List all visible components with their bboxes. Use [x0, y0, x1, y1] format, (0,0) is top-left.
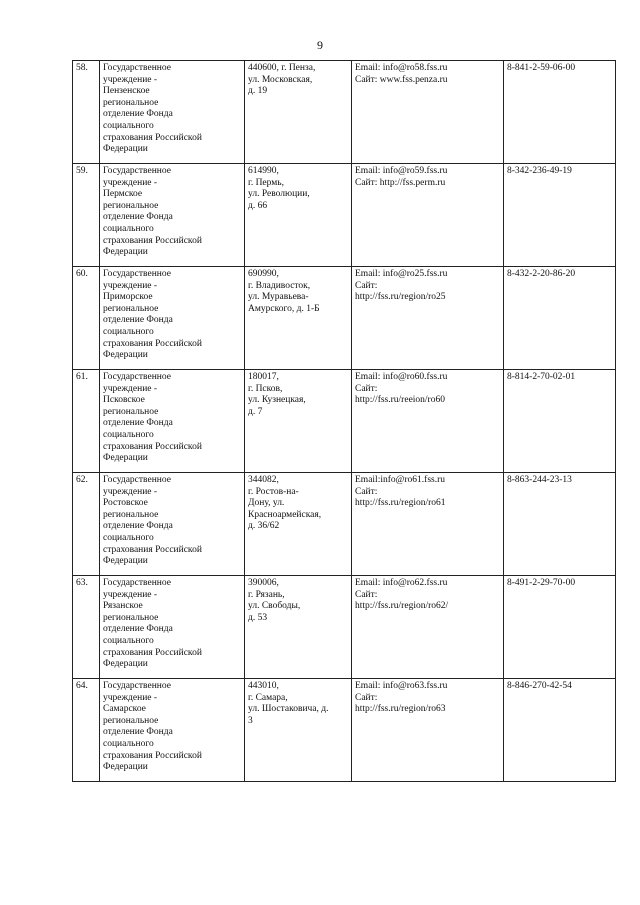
organization-name-line: социального — [103, 738, 154, 749]
address-line: 614990, — [248, 166, 279, 176]
phone-cell: 8-841-2-59-06-00 — [504, 61, 616, 164]
organization-name-line: социального — [103, 223, 154, 234]
table-row — [73, 473, 616, 576]
organization-name-line: Государственное — [103, 269, 171, 279]
table-row — [73, 576, 616, 679]
address-line: д. 53 — [248, 612, 268, 623]
row-number-cell: 59. — [73, 164, 100, 267]
address-line: 3 — [248, 715, 253, 726]
organization-name-cell — [100, 61, 245, 164]
organization-name-line: Федерации — [103, 144, 148, 155]
contact-line: http://fss.ru/region/ro25 — [355, 292, 446, 303]
organization-name-line: региональное — [103, 509, 159, 520]
organization-name-line: социального — [103, 326, 154, 337]
organization-name-line: отделение Фонда — [103, 109, 173, 120]
organization-name-line: региональное — [103, 303, 159, 314]
organization-name-line: Федерации — [103, 247, 148, 258]
organization-name-line: учреждение - — [103, 692, 158, 703]
organization-name-line: учреждение - — [103, 177, 158, 188]
contact-line: Email: info@ro58.fss.ru — [355, 63, 448, 73]
contact-line: http://fss.ru/region/ro63 — [355, 704, 446, 715]
contact-line: Сайт: — [355, 589, 378, 600]
contact-line: Сайт: — [355, 692, 378, 703]
organization-name-line: Государственное — [103, 681, 171, 691]
contact-line: Email: info@ro62.fss.ru — [355, 578, 448, 588]
organization-name-line: Государственное — [103, 166, 171, 176]
contacts-cell — [352, 267, 504, 370]
address-cell — [245, 679, 352, 782]
address-line: ул. Муравьева- — [248, 292, 309, 303]
organization-name-cell — [100, 164, 245, 267]
address-line: д. 36/62 — [248, 521, 280, 532]
table-row — [73, 370, 616, 473]
address-line: ул. Свободы, — [248, 601, 301, 612]
contact-line: Сайт: http://fss.perm.ru — [355, 177, 446, 188]
organization-name-line: региональное — [103, 612, 159, 623]
address-line: д. 7 — [248, 406, 263, 417]
organization-name-line: страхования Российской — [103, 441, 202, 452]
organization-name-line: Федерации — [103, 762, 148, 773]
organization-name-line: социального — [103, 532, 154, 543]
address-line: Дону, ул. — [248, 498, 285, 509]
address-cell — [245, 61, 352, 164]
organization-name-line: Пензенское — [103, 86, 150, 97]
contact-line: Сайт: — [355, 383, 378, 394]
contact-line: Email:info@ro61.fss.ru — [355, 475, 446, 485]
address-line: Красноармейская, — [248, 509, 322, 520]
organization-name-line: отделение Фонда — [103, 418, 173, 429]
organization-name-cell — [100, 473, 245, 576]
organization-name-line: страхования Российской — [103, 338, 202, 349]
organization-name-line: Приморское — [103, 292, 153, 303]
address-line: 390006, — [248, 578, 279, 588]
organization-name-line: Государственное — [103, 372, 171, 382]
organization-name-line: страхования Российской — [103, 544, 202, 555]
organization-name-line: Псковское — [103, 395, 145, 406]
row-number-cell: 60. — [73, 267, 100, 370]
organization-name-line: отделение Фонда — [103, 624, 173, 635]
organization-name-line: Государственное — [103, 475, 171, 485]
contact-line: Сайт: — [355, 486, 378, 497]
organization-name-line: Федерации — [103, 350, 148, 361]
contacts-cell — [352, 679, 504, 782]
address-line: г. Псков, — [248, 383, 283, 394]
table-row — [73, 267, 616, 370]
address-line: ул. Московская, — [248, 74, 313, 85]
organization-name-line: региональное — [103, 715, 159, 726]
phone-cell: 8-342-236-49-19 — [504, 164, 616, 267]
contact-line: Сайт: — [355, 280, 378, 291]
organization-name-cell — [100, 679, 245, 782]
organization-name-cell — [100, 370, 245, 473]
organization-name-line: учреждение - — [103, 74, 158, 85]
row-number-cell: 61. — [73, 370, 100, 473]
address-line: г. Владивосток, — [248, 280, 311, 291]
address-line: г. Рязань, — [248, 589, 285, 600]
address-line: г. Самара, — [248, 692, 288, 703]
organization-name-line: учреждение - — [103, 589, 158, 600]
contacts-cell — [352, 61, 504, 164]
organization-name-line: страхования Российской — [103, 647, 202, 658]
row-number-cell: 64. — [73, 679, 100, 782]
address-line: ул. Кузнецкая, — [248, 395, 306, 406]
contact-line: http://fss.ru/region/ro61 — [355, 498, 446, 509]
organization-name-line: Федерации — [103, 659, 148, 670]
table-row — [73, 679, 616, 782]
table-row — [73, 61, 616, 164]
organization-name-line: отделение Фонда — [103, 212, 173, 223]
address-line: Амурского, д. 1-Б — [248, 303, 320, 314]
organization-name-line: страхования Российской — [103, 750, 202, 761]
contact-line: http://fss.ru/reeion/ro60 — [355, 395, 445, 406]
organization-name-line: учреждение - — [103, 486, 158, 497]
address-line: 180017, — [248, 372, 279, 382]
organization-name-line: отделение Фонда — [103, 727, 173, 738]
row-number-cell: 63. — [73, 576, 100, 679]
phone-cell: 8-863-244-23-13 — [504, 473, 616, 576]
contact-line: http://fss.ru/region/ro62/ — [355, 601, 449, 612]
organization-name-cell — [100, 267, 245, 370]
address-line: 344082, — [248, 475, 279, 485]
page-number: 9 — [317, 38, 323, 52]
address-cell — [245, 370, 352, 473]
phone-cell: 8-432-2-20-86-20 — [504, 267, 616, 370]
organization-name-cell — [100, 576, 245, 679]
phone-cell: 8-814-2-70-02-01 — [504, 370, 616, 473]
organization-name-line: социального — [103, 429, 154, 440]
address-line: г. Пермь, — [248, 177, 284, 188]
organization-name-line: Рязанское — [103, 601, 143, 612]
organization-name-line: учреждение - — [103, 280, 158, 291]
organization-name-line: отделение Фонда — [103, 521, 173, 532]
organization-name-line: региональное — [103, 97, 159, 108]
address-cell — [245, 576, 352, 679]
organization-name-line: Федерации — [103, 556, 148, 567]
contact-line: Сайт: www.fss.penza.ru — [355, 74, 448, 85]
address-line: д. 19 — [248, 86, 268, 97]
row-number-cell: 62. — [73, 473, 100, 576]
address-line: 440600, г. Пенза, — [248, 63, 316, 73]
address-line: 690990, — [248, 269, 279, 279]
address-line: д. 66 — [248, 200, 268, 211]
phone-cell: 8-491-2-29-70-00 — [504, 576, 616, 679]
organization-name-line: социального — [103, 635, 154, 646]
table-body — [73, 61, 616, 782]
organization-name-line: региональное — [103, 406, 159, 417]
row-number-cell: 58. — [73, 61, 100, 164]
contacts-cell — [352, 370, 504, 473]
address-cell — [245, 267, 352, 370]
organization-name-line: социального — [103, 120, 154, 131]
address-line: ул. Шостаковича, д. — [248, 704, 329, 715]
contact-line: Email: info@ro63.fss.ru — [355, 681, 448, 691]
organization-name-line: Государственное — [103, 578, 171, 588]
organization-name-line: Пермское — [103, 189, 143, 200]
contact-line: Email: info@ro60.fss.ru — [355, 372, 448, 382]
phone-cell: 8-846-270-42-54 — [504, 679, 616, 782]
organization-name-line: Самарское — [103, 704, 146, 715]
organization-name-line: Ростовское — [103, 498, 148, 509]
organization-name-line: региональное — [103, 200, 159, 211]
contact-line: Email: info@ro59.fss.ru — [355, 166, 448, 176]
address-line: ул. Революции, — [248, 189, 310, 200]
contact-line: Email: info@ro25.fss.ru — [355, 269, 448, 279]
organization-name-line: Государственное — [103, 63, 171, 73]
organization-name-line: Федерации — [103, 453, 148, 464]
organization-name-line: учреждение - — [103, 383, 158, 394]
table-row — [73, 164, 616, 267]
address-line: г. Ростов-на- — [248, 486, 299, 497]
contacts-cell — [352, 164, 504, 267]
organization-name-line: отделение Фонда — [103, 315, 173, 326]
contacts-cell — [352, 473, 504, 576]
fss-offices-table — [72, 60, 616, 782]
address-cell — [245, 473, 352, 576]
organization-name-line: страхования Российской — [103, 235, 202, 246]
address-cell — [245, 164, 352, 267]
address-line: 443010, — [248, 681, 279, 691]
organization-name-line: страхования Российской — [103, 132, 202, 143]
contacts-cell — [352, 576, 504, 679]
